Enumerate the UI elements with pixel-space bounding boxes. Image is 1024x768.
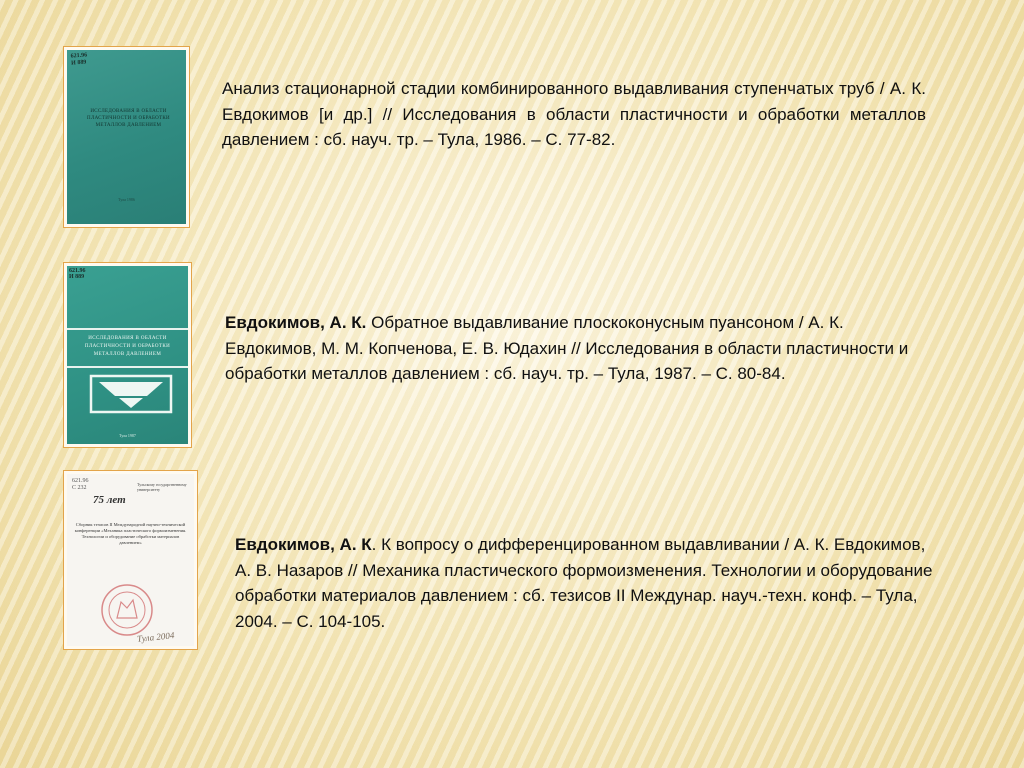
library-seal-icon [97,582,157,638]
cover-title: Сборник тезисов II Международной научно-технической конференции «Механика пластического формоизменения. Технологии и оборудование обработки материалов давлением» [74,522,187,545]
reference-author: Евдокимов, А. К [235,535,372,554]
cover-title: ИССЛЕДОВАНИЯ В ОБЛАСТИ ПЛАСТИЧНОСТИ И ОБРАБОТКИ МЕТАЛЛОВ ДАВЛЕНИЕМ [87,109,170,128]
cover-city-year: Тула 1986 [118,197,135,202]
book-cover-1987 [63,262,192,448]
book-cover-1986 [63,46,190,228]
reference-author: Евдокимов, А. К. [225,313,367,332]
book-cover-2004 [63,470,198,650]
handwritten-note: Тула 2004 [136,630,175,644]
reference-1986 [222,76,926,153]
reference-2004 [235,532,945,634]
cover-rule [67,328,188,330]
cover-city-year: Тула 1987 [119,433,136,438]
reference-text: Анализ стационарной стадии комбинированного выдавливания ступенчатых труб / А. К. Евдокимов [и др.] // Исследования в области пластичности и обработки металлов давлением : сб. науч. тр. – Тула, 1986. – С. 77-82. [222,79,926,149]
university-text: Тульскому государственному университету [137,482,187,492]
press-emblem-icon [89,374,173,414]
shelf-mark: 621.96 И 889 [69,268,86,280]
reference-text: Обратное выдавливание плоскоконусным пуансоном / А. К. Евдокимов, М. М. Копченова, Е. В. Юдахин // Исследования в области пластичности и обработки металлов давлением : сб. науч. тр. – Тула, 1987. – С. 80-84. [225,313,909,383]
anniversary-logo: 75 лет [93,494,126,506]
shelf-mark: 621.96 И 889 [70,52,88,67]
cover-title: ИССЛЕДОВАНИЯ В ОБЛАСТИ ПЛАСТИЧНОСТИ И ОБРАБОТКИ МЕТАЛЛОВ ДАВЛЕНИЕМ [84,336,171,357]
cover-rule [67,366,188,368]
reference-text: . К вопросу о дифференцированном выдавливании / А. К. Евдокимов, А. В. Назаров // Механика пластического формоизменения. Технологии и оборудование обработки материалов давлением : сб. тезисов II Междунар. науч.-техн. конф. – Тула, 2004. – С. 104-105. [235,535,933,631]
shelf-mark: 621.96 С 232 [72,478,89,491]
reference-1987 [225,310,938,387]
